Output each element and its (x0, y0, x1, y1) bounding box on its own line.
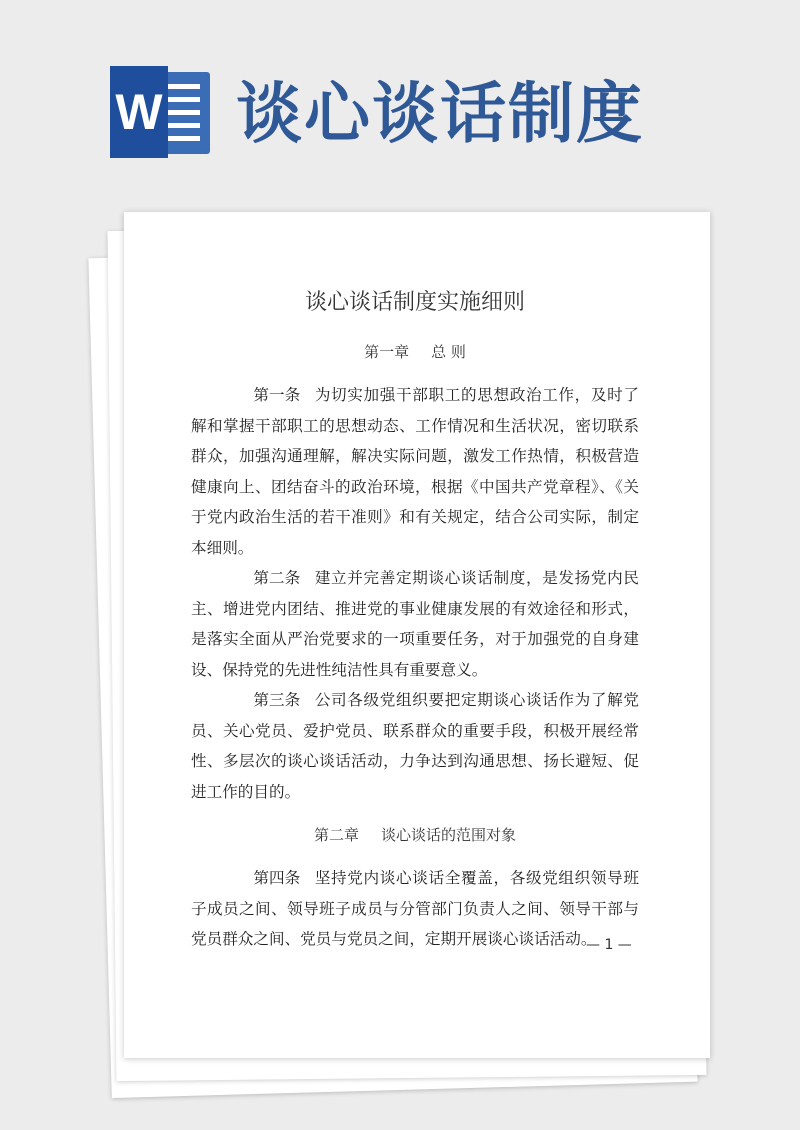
chapter-number: 第一章 (364, 343, 410, 361)
page-title: 谈心谈话制度 (236, 75, 644, 152)
chapter-heading (191, 823, 639, 847)
chapter-heading (191, 340, 639, 364)
word-icon (110, 66, 214, 158)
word-icon-letter: W (110, 66, 168, 158)
article-number: 第四条 (253, 869, 301, 887)
document-content (191, 288, 639, 955)
article-text: 公司各级党组织要把定期谈心谈话作为了解党员、关心党员、爱护党员、联系群众的重要手段，积极开展经常性、多层次的谈心谈话活动，力争达到沟通思想、扬长避短、促进工作的目的。 (191, 691, 639, 801)
chapter-name: 总 则 (431, 343, 466, 361)
article-number: 第三条 (253, 691, 301, 709)
article-text: 坚持党内谈心谈话全覆盖，各级党组织领导班子成员之间、领导班子成员与分管部门负责人之间、领导干部与党员群众之间、党员与党员之间，定期开展谈心谈话活动。 (191, 869, 639, 948)
article-text: 为切实加强干部职工的思想政治工作，及时了解和掌握干部职工的思想动态、工作情况和生活状况，密切联系群众，加强沟通理解，解决实际问题，激发工作热情，积极营造健康向上、团结奋斗的政治环境，根据《中国共产党章程》、《关于党内政治生活的若干准则》和有关规定，结合公司实际，制定本细则。 (191, 386, 639, 557)
article-number: 第一条 (253, 386, 301, 404)
chapter-name: 谈心谈话的范围对象 (381, 826, 517, 844)
article-paragraph (191, 685, 639, 807)
header (0, 0, 800, 190)
chapter-number: 第二章 (313, 826, 359, 844)
article-paragraph (191, 563, 639, 685)
article-paragraph (191, 863, 639, 955)
page-number: — 1 — (586, 937, 632, 953)
article-paragraph (191, 380, 639, 563)
article-number: 第二条 (253, 569, 301, 587)
article-text: 建立并完善定期谈心谈话制度，是发扬党内民主、增进党内团结、推进党的事业健康发展的有效途径和形式，是落实全面从严治党要求的一项重要任务，对于加强党的自身建设、保持党的先进性纯洁性具有重要意义。 (191, 569, 639, 679)
document-page (124, 212, 710, 1058)
document-title: 谈心谈话制度实施细则 (304, 290, 525, 315)
